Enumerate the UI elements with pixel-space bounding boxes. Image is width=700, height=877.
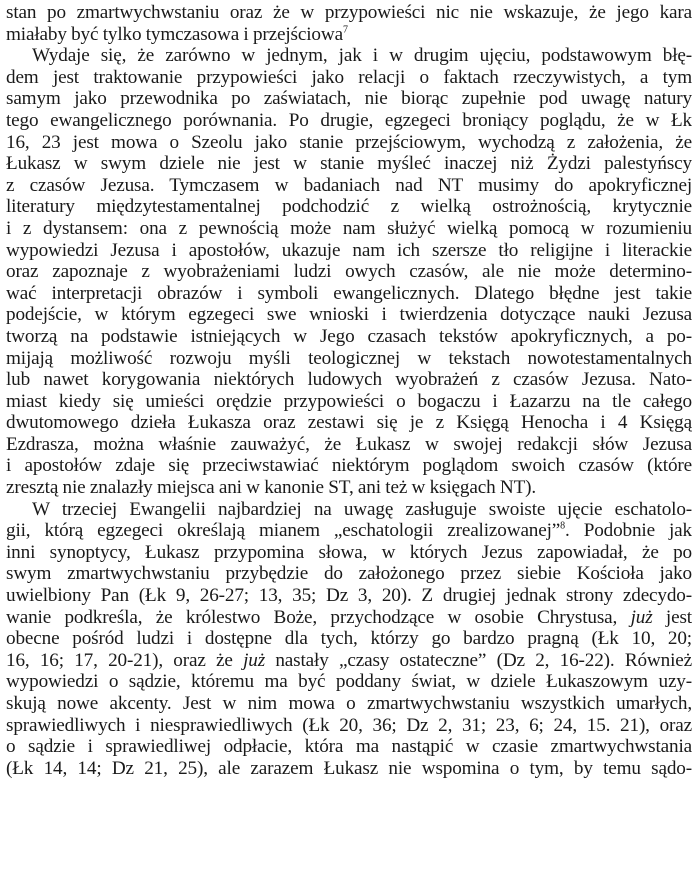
- text-line: 16, 23 jest mowa o Szeolu jako stanie przejściowym, wychodzą z założenia, że: [6, 131, 692, 153]
- text-line: z czasów Jezusa. Tymczasem w badaniach nad NT musimy do apokryficznej: [6, 174, 692, 196]
- text-line: tego ewangelicznego porównania. Po drugie, egzegeci broniący poglądu, że w Łk: [6, 109, 692, 131]
- text-fragment: gii, którą egzegeci określają mianem „eschatologii zrealizowanej”: [6, 520, 561, 542]
- text-fragment: nastały „czasy ostateczne” (Dz 2, 16-22). Również: [265, 649, 692, 671]
- text-line: dwutomowego dzieła Łukasza oraz zestawi się je z Księgą Henocha i 4 Księgą: [6, 412, 692, 434]
- text-line: Wydaje się, że zarówno w jednym, jak i w drugim ujęciu, podstawowym błę-: [32, 45, 692, 67]
- text-line: sprawiedliwych i niesprawiedliwych (Łk 20, 36; Dz 2, 31; 23, 6; 24, 15. 21), oraz: [6, 714, 692, 736]
- text-line: [6, 24, 692, 46]
- text-line: uwielbiony Pan (Łk 9, 26-27; 13, 35; Dz 3, 20). Z drugiej jednak strony zdecydo-: [6, 585, 692, 607]
- text-line: podejście, w którym egzegeci swe wnioski i twierdzenia dotyczące nauki Jezusa: [6, 304, 692, 326]
- text-line: wać interpretacji obrazów i symboli ewangelicznych. Dlatego błędne jest takie: [6, 282, 692, 304]
- text-fragment: . Podobnie jak: [565, 520, 692, 542]
- text-line: zresztą nie znalazły miejsca ani w kanonie ST, ani też w księgach NT).: [6, 477, 537, 499]
- paragraph-3: [6, 499, 692, 780]
- body-text: [6, 2, 692, 779]
- text-line: lub nawet korygowania niektórych ludowych wyobrażeń z czasów Jezusa. Nato-: [6, 369, 692, 391]
- text-fragment: wanie podkreśla, że królestwo Boże, przychodzące w osobie Chrystusa,: [6, 606, 618, 628]
- text-line: i apostołów zdaje się przeciwstawiać niektórym poglądom swoich czasów (które: [6, 455, 692, 477]
- text-line: samym jako przewodnika po zaświatach, nie biorąc zupełnie pod uwagę natury: [6, 88, 692, 110]
- paragraph-1: [6, 2, 692, 45]
- text-line: o sądzie i sprawiedliwej odpłacie, która ma nastąpić w czasie zmartwychwstania: [6, 736, 692, 758]
- emphasis-text: już: [630, 606, 653, 628]
- text-fragment: 16, 16; 17, 20-21), oraz że: [6, 649, 233, 671]
- text-fragment: jest: [652, 606, 692, 628]
- text-line: i z dystansem: ona z pewnością może nam służyć wielką pomocą w rozumieniu: [6, 217, 692, 239]
- text-line: mijają możliwość rozwoju myśli teologicznej w tekstach nowotestamentalnych: [6, 347, 692, 369]
- text-line: skują nowe akcenty. Jest w nim mowa o zmartwychwstaniu wszystkich umarłych,: [6, 693, 692, 714]
- text-line: dem jest traktowanie przypowieści jako relacji o faktach rzeczywistych, a tym: [6, 66, 692, 88]
- text-line: tworzą na podstawie istniejących w Jego czasach tekstów apokryficznych, a po-: [6, 325, 692, 347]
- text-line: W trzeciej Ewangelii najbardziej na uwagę zasługuje swoiste ujęcie eschatolo-: [32, 498, 692, 520]
- text-line: [6, 650, 692, 672]
- paragraph-2: [6, 45, 692, 498]
- footnote-marker: 8: [560, 520, 566, 532]
- text-line: obecne pośród ludzi i dostępne dla tych, którzy go bardzo pragną (Łk 10, 20;: [6, 628, 692, 650]
- text-line: wypowiedzi o sądzie, któremu ma być poddany świat, w dziele Łukaszowym uzy-: [6, 671, 692, 693]
- text-line: wypowiedzi Jezusa i apostołów, ukazuje nam ich szersze tło religijne i literackie: [6, 239, 692, 261]
- text-line: Ezdrasza, można właśnie zauważyć, że Łukasz w swojej redakcji słów Jezusa: [6, 433, 692, 455]
- text-line: oraz zapoznaje z wyobrażeniami ludzi owych czasów, ale nie może determino-: [6, 261, 692, 283]
- text-line: miast kiedy się umieści orędzie przypowieści o bogaczu i Łazarzu na tle całego: [6, 390, 692, 412]
- footnote-marker: 7: [342, 24, 348, 36]
- text-line: [6, 607, 692, 629]
- text-line: [6, 520, 692, 542]
- text-line: Łukasz w swym dziele nie jest w stanie myśleć inaczej niż Żydzi palestyńscy: [6, 153, 692, 175]
- emphasis-text: już: [243, 649, 266, 671]
- text-line: stan po zmartwychwstaniu oraz że w przypowieści nic nie wskazuje, że jego kara: [6, 2, 692, 23]
- text-line: literatury międzytestamentalnej podchodzić z wielką ostrożnością, krytycznie: [6, 196, 692, 218]
- text-line: inni synoptycy, Łukasz przypomina słowa, w których Jezus zapowiadał, że po: [6, 541, 692, 563]
- text-line: swym zmartwychwstaniu przybędzie do założonego przez siebie Kościoła jako: [6, 563, 692, 585]
- text-line: (Łk 14, 14; Dz 21, 25), ale zarazem Łukasz nie wspomina o tym, by temu sądo-: [6, 757, 692, 779]
- text-fragment: miałaby być tylko tymczasowa i przejściowa: [6, 23, 343, 45]
